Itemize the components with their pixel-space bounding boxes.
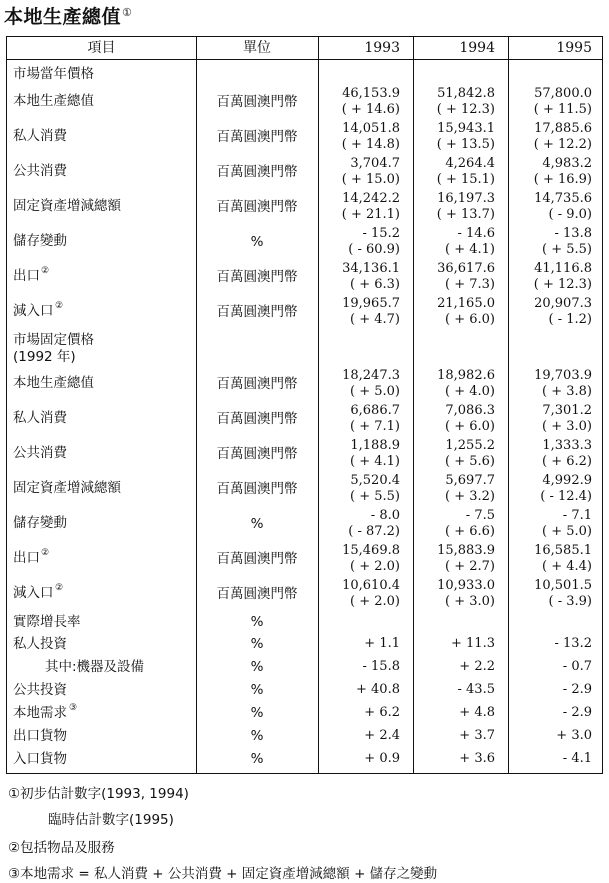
- growth-value-cell: + 2.4: [364, 728, 400, 743]
- percent-change-cell: ( + 13.5): [436, 137, 495, 152]
- value-cell: 18,247.3: [342, 368, 400, 383]
- value-cell: 4,992.9: [542, 473, 592, 488]
- row-label: 本地生產總值: [13, 375, 94, 391]
- percent-change-cell: ( + 6.0): [445, 312, 495, 327]
- row-unit: %: [250, 636, 264, 652]
- value-cell: - 7.1: [562, 508, 592, 523]
- growth-value-cell: - 0.7: [562, 659, 592, 674]
- growth-value-cell: + 11.3: [451, 636, 495, 651]
- value-cell: - 13.8: [554, 226, 592, 241]
- row-label: 減入口: [13, 585, 54, 601]
- header-divider: [7, 59, 602, 60]
- row-unit: %: [250, 516, 264, 532]
- row-label: 本地生產總值: [13, 93, 94, 109]
- percent-change-cell: ( - 12.4): [540, 489, 592, 504]
- growth-value-cell: + 1.1: [364, 636, 400, 651]
- row-label: 入口貨物: [13, 751, 67, 767]
- value-cell: 19,965.7: [342, 296, 400, 311]
- value-cell: 4,264.4: [445, 156, 495, 171]
- growth-unit: %: [250, 614, 264, 630]
- percent-change-cell: ( + 21.1): [341, 207, 400, 222]
- percent-change-cell: ( + 4.4): [542, 559, 592, 574]
- percent-change-cell: ( + 4.7): [350, 312, 400, 327]
- percent-change-cell: ( + 5.5): [542, 242, 592, 257]
- title-text: 本地生產總值: [4, 6, 122, 28]
- percent-change-cell: ( + 4.1): [445, 242, 495, 257]
- value-cell: 3,704.7: [350, 156, 400, 171]
- row-unit: 百萬圓澳門幣: [216, 269, 298, 285]
- page-title: [4, 2, 132, 29]
- row-label: 公共消費: [13, 163, 67, 179]
- footnote-1-cont: 臨時估計數字(1995): [48, 812, 174, 828]
- row-label: 私人消費: [13, 128, 67, 144]
- header-year-1995: 1995: [556, 40, 592, 56]
- row-label: 公共消費: [13, 445, 67, 461]
- value-cell: 14,242.2: [342, 191, 400, 206]
- value-cell: 6,686.7: [350, 403, 400, 418]
- growth-value-cell: - 13.2: [554, 636, 592, 651]
- header-item: 項目: [87, 40, 116, 56]
- percent-change-cell: ( - 1.2): [548, 312, 592, 327]
- percent-change-cell: ( + 3.0): [542, 419, 592, 434]
- value-cell: 1,255.2: [445, 438, 495, 453]
- percent-change-cell: ( + 4.0): [445, 384, 495, 399]
- growth-value-cell: - 2.9: [562, 682, 592, 697]
- growth-value-cell: - 43.5: [457, 682, 495, 697]
- growth-value-cell: + 6.2: [364, 705, 400, 720]
- title-footnote-mark: ①: [122, 5, 133, 19]
- row-unit: 百萬圓澳門幣: [216, 94, 298, 110]
- percent-change-cell: ( + 6.0): [445, 419, 495, 434]
- row-unit: 百萬圓澳門幣: [216, 551, 298, 567]
- percent-change-cell: ( + 5.0): [350, 384, 400, 399]
- value-cell: - 8.0: [370, 508, 400, 523]
- growth-value-cell: + 2.2: [459, 659, 495, 674]
- value-cell: 15,883.9: [437, 543, 495, 558]
- value-cell: - 14.6: [457, 226, 495, 241]
- value-cell: 17,885.6: [534, 121, 592, 136]
- percent-change-cell: ( + 13.7): [436, 207, 495, 222]
- footnote-mark: ②: [55, 583, 64, 593]
- footnote-1: ①初步估計數字(1993, 1994): [8, 786, 189, 802]
- percent-change-cell: ( + 6.6): [445, 524, 495, 539]
- row-unit: %: [250, 234, 264, 250]
- row-unit: 百萬圓澳門幣: [216, 446, 298, 462]
- row-label: 儲存變動: [13, 233, 67, 249]
- section-constant-prices: 市場固定價格: [13, 332, 94, 348]
- value-cell: 5,697.7: [445, 473, 495, 488]
- row-unit: 百萬圓澳門幣: [216, 164, 298, 180]
- row-label: 儲存變動: [13, 515, 67, 531]
- row-label: 私人投資: [13, 636, 67, 652]
- value-cell: 34,136.1: [342, 261, 400, 276]
- growth-value-cell: - 15.8: [362, 659, 400, 674]
- row-unit: %: [250, 751, 264, 767]
- percent-change-cell: ( + 3.0): [445, 594, 495, 609]
- percent-change-cell: ( + 2.0): [350, 594, 400, 609]
- row-unit: 百萬圓澳門幣: [216, 199, 298, 215]
- value-cell: 46,153.9: [342, 86, 400, 101]
- header-unit: 單位: [243, 40, 271, 56]
- value-cell: 7,301.2: [542, 403, 592, 418]
- percent-change-cell: ( + 7.3): [445, 277, 495, 292]
- section-constant-year: (1992 年): [13, 349, 76, 365]
- value-cell: 41,116.8: [534, 261, 592, 276]
- section-real-growth: 實際增長率: [13, 614, 81, 630]
- footnote-mark: ③: [69, 703, 78, 713]
- footnote-3: ③本地需求 = 私人消費 + 公共消費 + 固定資產增減總額 + 儲存之變動: [8, 866, 438, 882]
- percent-change-cell: ( + 5.5): [350, 489, 400, 504]
- value-cell: 10,933.0: [437, 578, 495, 593]
- row-unit: 百萬圓澳門幣: [216, 411, 298, 427]
- row-label: 固定資產增減總額: [13, 480, 121, 496]
- footnote-2: ②包括物品及服務: [8, 840, 115, 856]
- percent-change-cell: ( - 87.2): [348, 524, 400, 539]
- gdp-table: [6, 36, 603, 774]
- row-label: 出口: [13, 550, 40, 566]
- value-cell: 36,617.6: [437, 261, 495, 276]
- value-cell: 15,943.1: [437, 121, 495, 136]
- percent-change-cell: ( + 14.8): [341, 137, 400, 152]
- percent-change-cell: ( + 15.0): [341, 172, 400, 187]
- percent-change-cell: ( + 11.5): [533, 102, 592, 117]
- row-unit: 百萬圓澳門幣: [216, 481, 298, 497]
- value-cell: 16,197.3: [437, 191, 495, 206]
- value-cell: 21,165.0: [437, 296, 495, 311]
- value-cell: 5,520.4: [350, 473, 400, 488]
- value-cell: 20,907.3: [534, 296, 592, 311]
- growth-value-cell: - 4.1: [562, 751, 592, 766]
- footnote-mark: ②: [41, 266, 50, 276]
- percent-change-cell: ( + 3.2): [445, 489, 495, 504]
- row-label: 公共投資: [13, 682, 67, 698]
- row-label: 固定資產增減總額: [13, 198, 121, 214]
- percent-change-cell: ( + 12.2): [533, 137, 592, 152]
- growth-value-cell: + 3.0: [556, 728, 592, 743]
- value-cell: 10,610.4: [342, 578, 400, 593]
- value-cell: 14,735.6: [534, 191, 592, 206]
- row-label: 減入口: [13, 303, 54, 319]
- value-cell: - 7.5: [465, 508, 495, 523]
- row-unit: %: [250, 705, 264, 721]
- percent-change-cell: ( + 2.7): [445, 559, 495, 574]
- value-cell: 19,703.9: [534, 368, 592, 383]
- value-cell: - 15.2: [362, 226, 400, 241]
- value-cell: 1,333.3: [542, 438, 592, 453]
- row-label: 出口貨物: [13, 728, 67, 744]
- value-cell: 18,982.6: [437, 368, 495, 383]
- percent-change-cell: ( - 9.0): [548, 207, 592, 222]
- header-year-1993: 1993: [364, 40, 400, 56]
- row-label: 本地需求: [13, 705, 67, 721]
- growth-value-cell: + 4.8: [459, 705, 495, 720]
- percent-change-cell: ( + 7.1): [350, 419, 400, 434]
- row-unit: 百萬圓澳門幣: [216, 586, 298, 602]
- row-label: 私人消費: [13, 410, 67, 426]
- percent-change-cell: ( + 6.2): [542, 454, 592, 469]
- value-cell: 10,501.5: [534, 578, 592, 593]
- footnote-mark: ②: [41, 548, 50, 558]
- value-cell: 1,188.9: [350, 438, 400, 453]
- value-cell: 15,469.8: [342, 543, 400, 558]
- percent-change-cell: ( + 5.6): [445, 454, 495, 469]
- section-current-prices: 市場當年價格: [13, 66, 94, 82]
- value-cell: 51,842.8: [437, 86, 495, 101]
- value-cell: 16,585.1: [534, 543, 592, 558]
- row-unit: 百萬圓澳門幣: [216, 129, 298, 145]
- percent-change-cell: ( + 5.0): [542, 524, 592, 539]
- row-unit: 百萬圓澳門幣: [216, 376, 298, 392]
- percent-change-cell: ( + 12.3): [533, 277, 592, 292]
- percent-change-cell: ( - 3.9): [548, 594, 592, 609]
- value-cell: 7,086.3: [445, 403, 495, 418]
- percent-change-cell: ( + 6.3): [350, 277, 400, 292]
- growth-value-cell: + 3.6: [459, 751, 495, 766]
- percent-change-cell: ( + 3.8): [542, 384, 592, 399]
- row-unit: %: [250, 682, 264, 698]
- percent-change-cell: ( + 15.1): [436, 172, 495, 187]
- growth-value-cell: + 40.8: [356, 682, 400, 697]
- growth-value-cell: - 2.9: [562, 705, 592, 720]
- row-label: 出口: [13, 268, 40, 284]
- header-year-1994: 1994: [459, 40, 495, 56]
- growth-value-cell: + 3.7: [459, 728, 495, 743]
- percent-change-cell: ( + 14.6): [341, 102, 400, 117]
- value-cell: 14,051.8: [342, 121, 400, 136]
- footnote-mark: ②: [55, 301, 64, 311]
- percent-change-cell: ( + 12.3): [436, 102, 495, 117]
- percent-change-cell: ( + 4.1): [350, 454, 400, 469]
- percent-change-cell: ( - 60.9): [348, 242, 400, 257]
- growth-value-cell: + 0.9: [364, 751, 400, 766]
- row-unit: %: [250, 659, 264, 675]
- percent-change-cell: ( + 2.0): [350, 559, 400, 574]
- value-cell: 57,800.0: [534, 86, 592, 101]
- row-unit: 百萬圓澳門幣: [216, 304, 298, 320]
- value-cell: 4,983.2: [542, 156, 592, 171]
- row-unit: %: [250, 728, 264, 744]
- percent-change-cell: ( + 16.9): [533, 172, 592, 187]
- row-label: 其中:機器及設備: [45, 659, 145, 675]
